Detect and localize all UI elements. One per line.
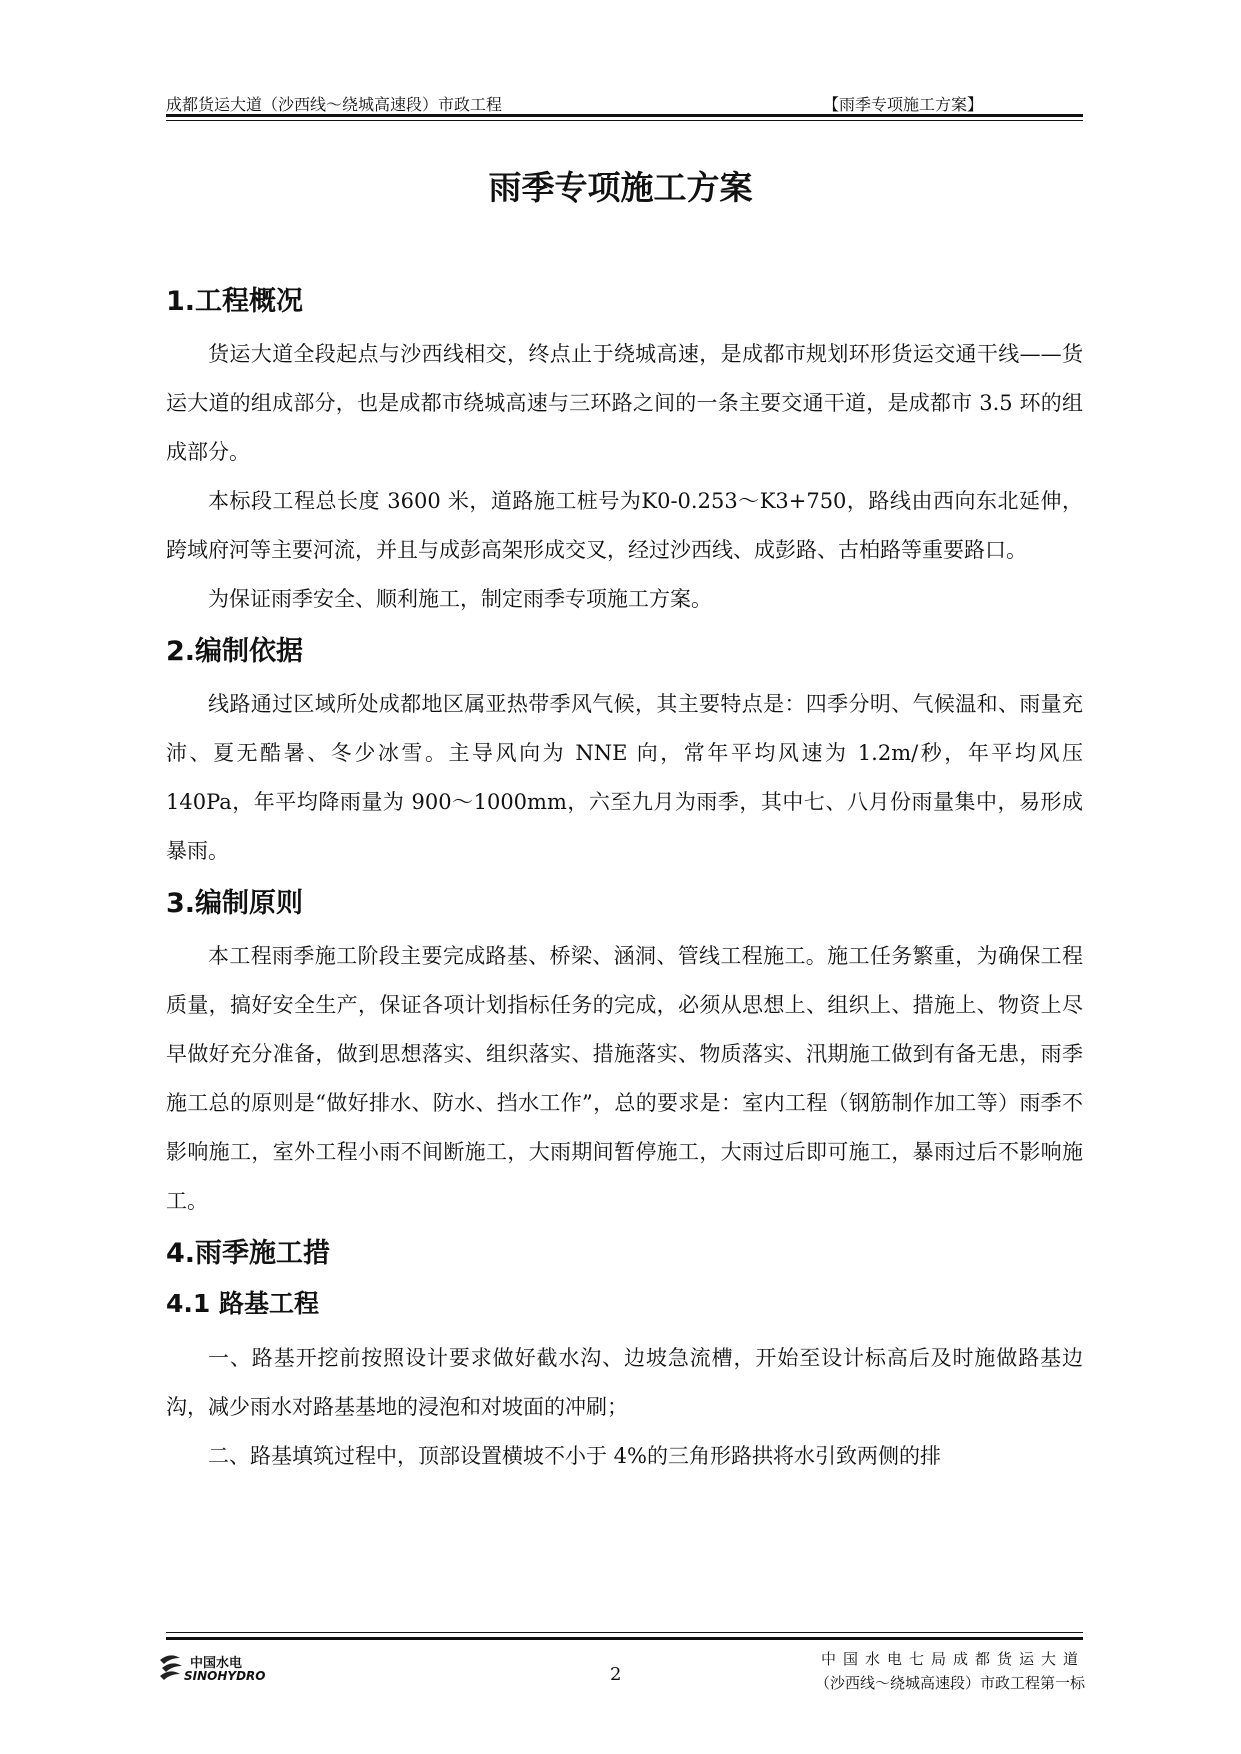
footer-rule-thick xyxy=(166,1637,1083,1640)
document-body xyxy=(166,280,1083,1481)
section-4-heading: 4.雨季施工措 xyxy=(166,1238,331,1269)
sinohydro-logo xyxy=(156,1650,266,1686)
section-1-paragraph-3: 为保证雨季安全、顺利施工，制定雨季专项施工方案。 xyxy=(208,587,712,611)
section-4-1-heading: 4.1 路基工程 xyxy=(166,1289,319,1318)
sinohydro-swirl-icon xyxy=(156,1650,186,1686)
footer-company-line-2: （沙西线～绕城高速段）市政工程第一标 xyxy=(814,1674,1085,1692)
footer-company-line-1: 中国水电七局成都货运大道 xyxy=(820,1650,1085,1668)
section-1-paragraph-2: 本标段工程总长度 3600 米，道路施工桩号为K0-0.253～K3+750，路线由西向东北延伸，跨域府河等主要河流，并且与成彭高架形成交叉，经过沙西线、成彭路、古柏路等重要路口。 xyxy=(166,489,1083,562)
section-3-heading: 3.编制原则 xyxy=(166,888,304,919)
header-rule-thin xyxy=(166,120,1083,121)
footer-rule-thin xyxy=(166,1632,1083,1633)
section-2-heading: 2.编制依据 xyxy=(166,636,304,667)
page-number: 2 xyxy=(610,1664,622,1685)
logo-chinese-text: 中国水电 xyxy=(190,1656,243,1671)
section-4-1-paragraph-2: 二、路基填筑过程中，顶部设置横坡不小于 4%的三角形路拱将水引致两侧的排 xyxy=(208,1444,941,1468)
section-1-paragraph-1: 货运大道全段起点与沙西线相交，终点止于绕城高速，是成都市规划环形货运交通干线——货运大道的组成部分，也是成都市绕城高速与三环路之间的一条主要交通干道，是成都市 3.5 环的组成部分。 xyxy=(166,342,1083,464)
header-project-name: 成都货运大道（沙西线～绕城高速段）市政工程 xyxy=(166,95,503,114)
section-3-paragraph-1: 本工程雨季施工阶段主要完成路基、桥梁、涵洞、管线工程施工。施工任务繁重，为确保工程质量，搞好安全生产，保证各项计划指标任务的完成，必须从思想上、组织上、措施上、物资上尽早做好充分准备，做到思想落实、组织落实、措施落实、物质落实、汛期施工做到有备无患，雨季施工总的原则是“做好排水、防水、挡水工作”，总的要求是：室内工程（钢筋制作加工等）雨季不影响施工，室外工程小雨不间断施工，大雨期间暂停施工，大雨过后即可施工，暴雨过后不影响施工。 xyxy=(166,944,1083,1213)
section-4-1-paragraph-1: 一、路基开挖前按照设计要求做好截水沟、边坡急流槽，开始至设计标高后及时施做路基边沟，减少雨水对路基基地的浸泡和对坡面的冲刷； xyxy=(166,1346,1083,1419)
footer-company-info xyxy=(800,1647,1085,1695)
page-title: 雨季专项施工方案 xyxy=(488,168,753,207)
section-1-heading: 1.工程概况 xyxy=(166,286,304,317)
section-2-paragraph-1: 线路通过区域所处成都地区属亚热带季风气候，其主要特点是：四季分明、气候温和、雨量充沛、夏无酷暑、冬少冰雪。主导风向为 NNE 向，常年平均风速为 1.2m/秒，年平均风压 140Pa，年平均降雨量为 900～1000mm，六至九月为雨季，其中七、八月份雨量集中，易形成暴雨。 xyxy=(166,692,1083,863)
header-rule-thick xyxy=(166,114,1083,117)
logo-english-text: SINOHYDRO xyxy=(184,1669,266,1683)
header-document-name: 【雨季专项施工方案】 xyxy=(823,95,984,114)
